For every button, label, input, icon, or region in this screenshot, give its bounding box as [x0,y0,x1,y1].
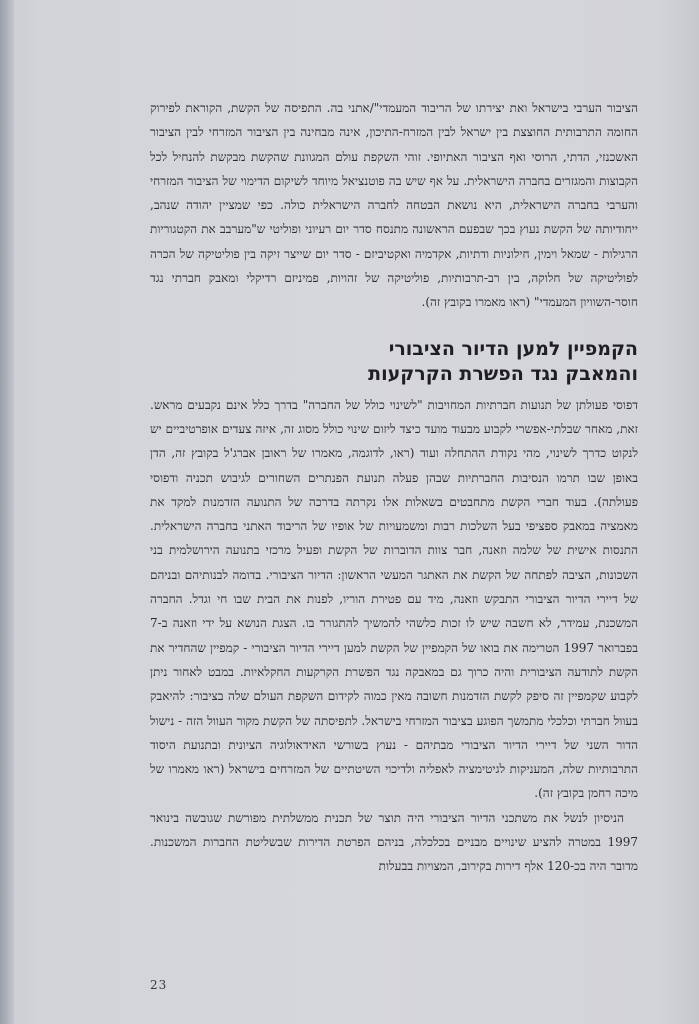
body-paragraph-2: דפוסי פעולתן של תנועות חברתיות המחויבות "לשינוי כולל של החברה" בדרך כלל אינם נקבעים מראש. זאת, מאחר שבלתי-אפשרי לקבוע מבעוד מועד כיצד ליזום שינוי כולל מסוג זה, איזה צעדים אופרטיביים יש לנקוט כדרך לשינוי, מהי נקודת ההתחלה ועוד (ראו, לדוגמה, מאמרו של ראובן אברג'ל בקובץ זה, הדן באופן שבו תרמו הנסיבות החברתיות שבהן פעלה תנועת הפנתרים השחורים לגיבוש תכניה ודפוסי פעולתה). בעוד חברי הקשת מתחבטים בשאלות אלו נקרתה בדרכה של התנועה הזדמנות למקד את מאמציה במאבק ספציפי בעל השלכות רבות ומשמעויות של אופיו של הריבוד האתני בחברה הישראלית. התנסות אישית של שלמה וזאנה, חבר צוות הדוברות של הקשת ופעיל מרכזי בתנועה הירושלמית בני השכונות, הציבה לפתחה של הקשת את האתגר המעשי הראשון: הדיור הציבורי. בדומה לבנותיהם ובניהם של דיירי הדיור הציבורי התבקש וזאנה, מיד עם פטירת הוריו, לפנות את הבית שבו חי וגדל. החברה המשכנת, עמידר, לא חשבה שיש לו זכות כלשהי להמשיך להתגורר בו. הצגת הנושא על ידי וזאנה ב-7 בפברואר 1997 הטרימה את בואו של הקמפיין של הקשת למען דיירי הדיור הציבורי - קמפיין שהחדיר את הקשת לתודעה הציבורית והיה כרוך גם במאבקה נגד הפשרת הקרקעות החקלאיות. במבט לאחור ניתן לקבוע שקמפיין זה סיפק לקשת הזדמנות חשובה מאין כמוה לקידום השקפת העולם שלה בציבור: להיאבק בעוול חברתי וכלכלי מתמשך הפוגע בציבור המזרחי בישראל. לתפיסתה של הקשת מקור העוול הזה - נישול הדור השני של דיירי הדיור הציבורי מבתיהם - נעוץ בשורשי האידאולוגיה הציונית ובתנועת היסוד התרבותיות שלה, המעניקות לגיטימציה לאפליה ולדיכוי השיטתיים של המזרחים בישראל (ראו מאמרו של מיכה רחמן בקובץ זה). [150,397,638,801]
body-paragraph-1: הציבור הערבי בישראל ואת יצירתו של הריבוד המעמדי"/אתני בה. התפיסה של הקשת, הקוראת לפירוק החומה התרבותית החוצצת בין ישראל לבין המזרח-התיכון, אינה מבחינה בין הציבור המזרחי לבין הציבור האשכנזי, הדתי, הרוסי ואף הציבור האתיופי. זוהי השקפת עולם המגוונת שהקשת מבקשת להנחיל לכל הקבוצות והמגזרים בחברה הישראלית. על אף שיש בה פוטנציאל מיוחד לשיקום הדימוי של הציבור המזרחי והערבי בחברה הישראלית, היא נושאת הבטחה לחברה הישראלית כולה. כפי שמציין יהודה שנהב, ייחודיותה של הקשת נעוץ בכך שבפעם הראשונה מתנסח סדר יום רעיוני ופוליטי ש"מערבב את הקטגוריות הרגילות - שמאל וימין, חילוניות ודתיות, אקדמיה ואקטיביזם - סדר יום שייצר זיקה בין פוליטיקה של הכרה לפוליטיקה של חלוקה, בין רב-תרבותיות, פוליטיקה של זהויות, פמיניזם רדיקלי ומאבק חברתי נגד חוסר-השוויון המעמדי" (ראו מאמרו בקובץ זה). [150,101,638,310]
page-content [150,96,638,879]
page-number: 23 [150,978,168,992]
section-heading-line-1: הקמפיין למען הדיור הציבורי [388,337,638,360]
section-heading-line-2: והמאבק נגד הפשרת הקרקעות [368,362,638,385]
section-heading [150,337,638,387]
book-spine-shadow [0,0,14,1024]
body-paragraph-3: הניסיון לנשל את משתכני הדיור הציבורי היה תוצר של תכנית ממשלתית מפורשת שגובשה בינואר 1997 במטרה להציע שינויים מבניים בכלכלה, בניהם הפרטת הדירות שבשליטת החברות המשכנות. מדובר היה בכ-120 אלף דירות בקירוב, המצויות בבעלות [150,810,638,874]
